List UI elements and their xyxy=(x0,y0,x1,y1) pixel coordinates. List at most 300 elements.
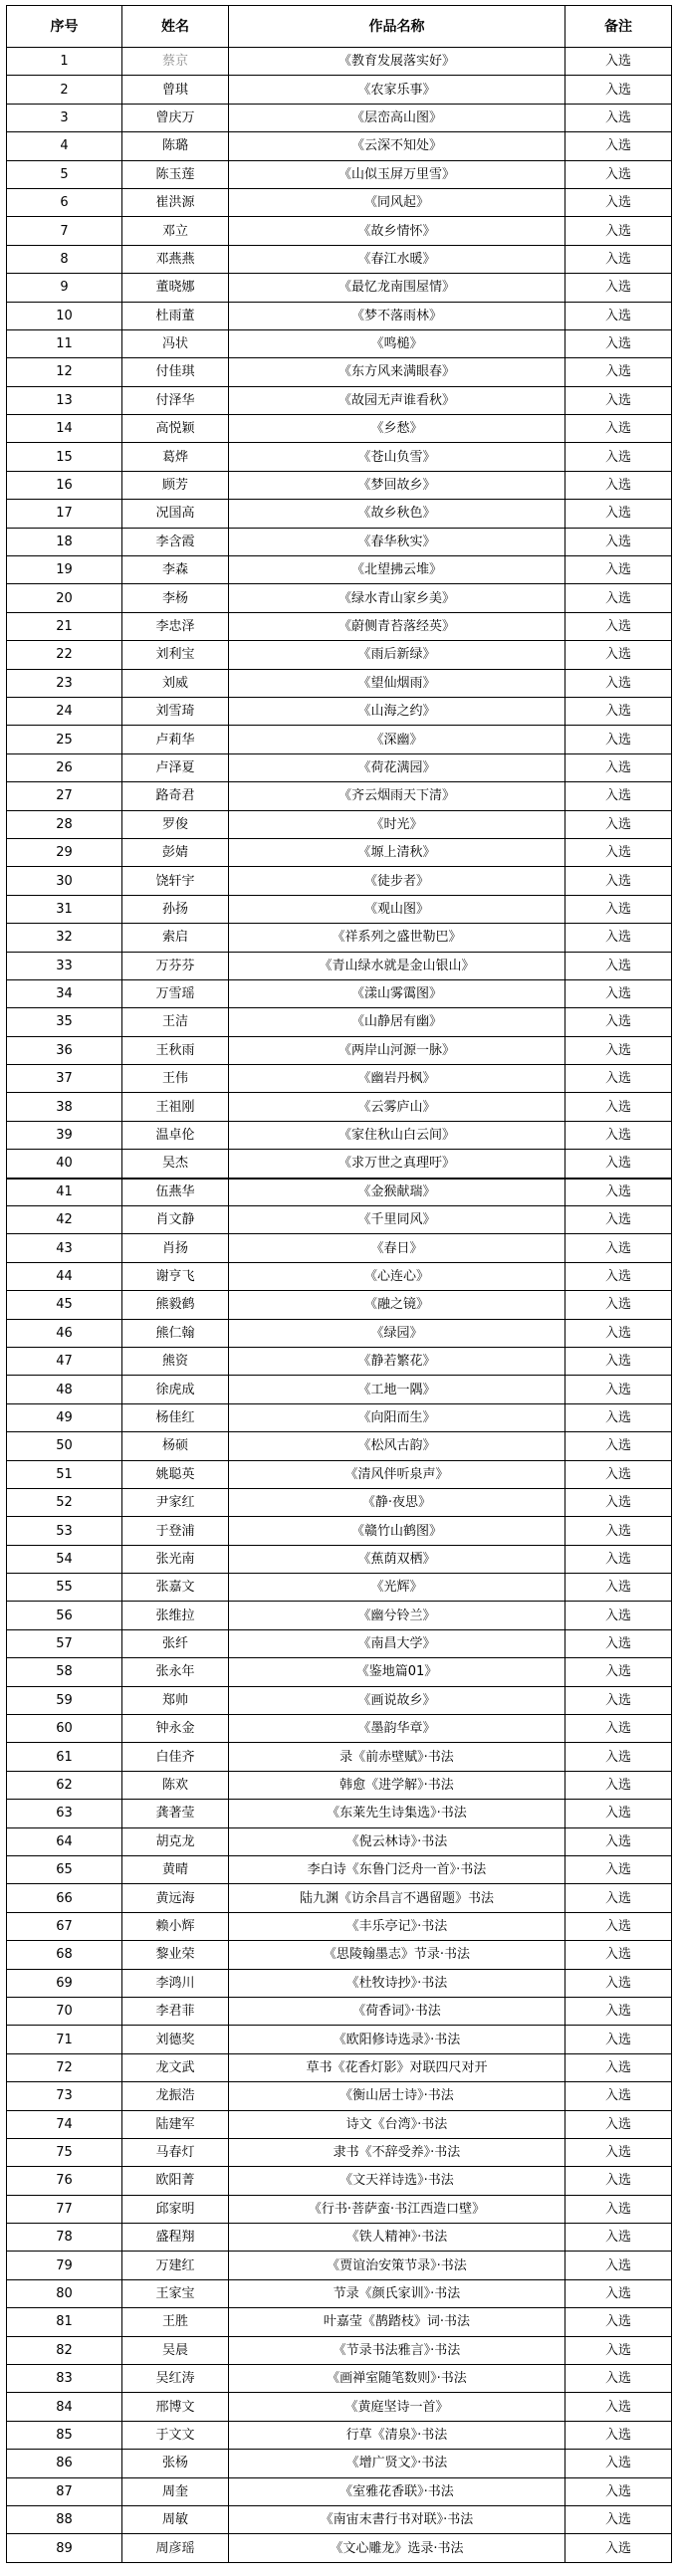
name-cell: 陈璐 xyxy=(122,132,229,160)
index-cell: 19 xyxy=(7,556,122,584)
work-title-cell: 录《前赤壁赋》·书法 xyxy=(229,1743,565,1771)
index-cell: 41 xyxy=(7,1179,122,1206)
name-cell: 张嘉文 xyxy=(122,1574,229,1602)
name-cell: 付泽华 xyxy=(122,387,229,415)
index-cell: 84 xyxy=(7,2393,122,2421)
name-cell: 于登浦 xyxy=(122,1517,229,1545)
table-row xyxy=(7,2422,672,2450)
name-cell: 胡克龙 xyxy=(122,1828,229,1856)
table-row xyxy=(7,2139,672,2167)
name-cell: 蔡京 xyxy=(122,48,229,76)
name-cell: 高悦颖 xyxy=(122,415,229,443)
name-cell: 顾芳 xyxy=(122,472,229,500)
name-cell: 刘雪琦 xyxy=(122,698,229,726)
name-cell: 陈玉莲 xyxy=(122,161,229,189)
note-cell: 入选 xyxy=(565,1828,672,1856)
table-row xyxy=(7,2054,672,2082)
work-title-cell: 《梦回故乡》 xyxy=(229,472,565,500)
table-row xyxy=(7,641,672,669)
index-cell: 13 xyxy=(7,387,122,415)
name-cell: 万建红 xyxy=(122,2252,229,2279)
name-cell: 温卓伦 xyxy=(122,1122,229,1150)
table-row xyxy=(7,48,672,76)
index-cell: 30 xyxy=(7,867,122,895)
note-cell: 入选 xyxy=(565,500,672,528)
name-cell: 刘利宝 xyxy=(122,641,229,669)
table-row xyxy=(7,811,672,839)
name-cell: 李含霞 xyxy=(122,529,229,556)
table-body xyxy=(7,48,672,2563)
table-row xyxy=(7,161,672,189)
note-cell: 入选 xyxy=(565,2280,672,2308)
note-cell: 入选 xyxy=(565,1546,672,1574)
work-title-cell: 《山似玉屏万里雪》 xyxy=(229,161,565,189)
table-row xyxy=(7,2082,672,2110)
name-cell: 龙振浩 xyxy=(122,2082,229,2110)
note-cell: 入选 xyxy=(565,839,672,867)
work-title-cell: 《铁人精神》·书法 xyxy=(229,2224,565,2252)
index-cell: 65 xyxy=(7,1856,122,1884)
note-cell: 入选 xyxy=(565,1461,672,1489)
name-cell: 吴杰 xyxy=(122,1150,229,1178)
name-cell: 盛程翔 xyxy=(122,2224,229,2252)
name-cell: 陈欢 xyxy=(122,1772,229,1800)
note-cell: 入选 xyxy=(565,2422,672,2450)
work-title-cell: 《两岸山河源一脉》 xyxy=(229,1037,565,1065)
work-title-cell: 《求万世之真理吁》 xyxy=(229,1150,565,1178)
index-cell: 29 xyxy=(7,839,122,867)
index-cell: 64 xyxy=(7,1828,122,1856)
note-cell: 入选 xyxy=(565,613,672,641)
name-cell: 崔洪源 xyxy=(122,189,229,217)
name-cell: 赖小辉 xyxy=(122,1913,229,1941)
index-cell: 43 xyxy=(7,1234,122,1262)
index-cell: 71 xyxy=(7,2026,122,2053)
table-row xyxy=(7,980,672,1008)
work-title-cell: 《时光》 xyxy=(229,811,565,839)
work-title-cell: 《云雾庐山》 xyxy=(229,1093,565,1121)
index-cell: 54 xyxy=(7,1546,122,1574)
name-cell: 董晓娜 xyxy=(122,274,229,302)
table-row xyxy=(7,754,672,782)
work-title-cell: 《雨后新绿》 xyxy=(229,641,565,669)
work-title-cell: 《教育发展落实好》 xyxy=(229,48,565,76)
work-title-cell: 《农家乐事》 xyxy=(229,76,565,104)
work-title-cell: 《融之镜》 xyxy=(229,1291,565,1319)
note-cell: 入选 xyxy=(565,2082,672,2110)
index-cell: 10 xyxy=(7,303,122,330)
table-row xyxy=(7,1489,672,1517)
index-cell: 40 xyxy=(7,1150,122,1178)
table-row xyxy=(7,613,672,641)
index-cell: 72 xyxy=(7,2054,122,2082)
table-row xyxy=(7,2393,672,2421)
index-cell: 68 xyxy=(7,1941,122,1969)
index-cell: 79 xyxy=(7,2252,122,2279)
work-title-cell: 《梦不落雨林》 xyxy=(229,303,565,330)
work-title-cell: 《南昌大学》 xyxy=(229,1630,565,1658)
name-cell: 彭婧 xyxy=(122,839,229,867)
note-cell: 入选 xyxy=(565,2054,672,2082)
note-cell: 入选 xyxy=(565,1234,672,1262)
note-cell: 入选 xyxy=(565,1941,672,1969)
note-cell: 入选 xyxy=(565,896,672,924)
note-cell: 入选 xyxy=(565,584,672,612)
index-cell: 24 xyxy=(7,698,122,726)
table-row xyxy=(7,1179,672,1206)
note-cell: 入选 xyxy=(565,2337,672,2365)
note-cell: 入选 xyxy=(565,1517,672,1545)
index-cell: 28 xyxy=(7,811,122,839)
name-cell: 李鸿川 xyxy=(122,1970,229,1998)
index-cell: 61 xyxy=(7,1743,122,1771)
name-cell: 白佳齐 xyxy=(122,1743,229,1771)
name-cell: 张光南 xyxy=(122,1546,229,1574)
table-row xyxy=(7,2308,672,2336)
name-cell: 熊仁翰 xyxy=(122,1320,229,1348)
name-cell: 付佳琪 xyxy=(122,358,229,386)
note-cell: 入选 xyxy=(565,1772,672,1800)
table-row xyxy=(7,2478,672,2506)
work-title-cell: 《赣竹山鹤图》 xyxy=(229,1517,565,1545)
index-cell: 15 xyxy=(7,443,122,471)
note-cell: 入选 xyxy=(565,811,672,839)
note-cell: 入选 xyxy=(565,2506,672,2534)
table-row xyxy=(7,274,672,302)
index-cell: 58 xyxy=(7,1658,122,1686)
note-cell: 入选 xyxy=(565,274,672,302)
note-cell: 入选 xyxy=(565,1687,672,1715)
note-cell: 入选 xyxy=(565,2026,672,2053)
table-row xyxy=(7,443,672,471)
table-row xyxy=(7,1800,672,1827)
work-title-cell: 《山静居有幽》 xyxy=(229,1008,565,1036)
work-title-cell: 《欧阳修诗选录》·书法 xyxy=(229,2026,565,2053)
index-cell: 67 xyxy=(7,1913,122,1941)
work-title-cell: 《家住秋山白云间》 xyxy=(229,1122,565,1150)
note-cell: 入选 xyxy=(565,1998,672,2026)
work-title-cell: 《故乡情怀》 xyxy=(229,217,565,245)
note-cell: 入选 xyxy=(565,2224,672,2252)
note-cell: 入选 xyxy=(565,1715,672,1743)
work-title-cell: 《鸣槌》 xyxy=(229,330,565,358)
index-cell: 18 xyxy=(7,529,122,556)
table-row xyxy=(7,556,672,584)
index-cell: 51 xyxy=(7,1461,122,1489)
name-cell: 邢博文 xyxy=(122,2393,229,2421)
note-cell: 入选 xyxy=(565,1320,672,1348)
note-cell: 入选 xyxy=(565,1093,672,1121)
note-cell: 入选 xyxy=(565,443,672,471)
work-title-cell: 韩愈《进学解》·书法 xyxy=(229,1772,565,1800)
table-row xyxy=(7,2224,672,2252)
name-cell: 卢泽夏 xyxy=(122,754,229,782)
index-cell: 88 xyxy=(7,2506,122,2534)
index-cell: 62 xyxy=(7,1772,122,1800)
index-cell: 87 xyxy=(7,2478,122,2506)
table-row xyxy=(7,839,672,867)
work-title-cell: 《松风古韵》 xyxy=(229,1432,565,1460)
note-cell: 入选 xyxy=(565,1376,672,1403)
index-cell: 73 xyxy=(7,2082,122,2110)
work-title-cell: 《漾山雾霭图》 xyxy=(229,980,565,1008)
index-cell: 3 xyxy=(7,105,122,132)
work-title-cell: 《春江水暖》 xyxy=(229,246,565,274)
work-title-cell: 《云深不知处》 xyxy=(229,132,565,160)
table-row xyxy=(7,1517,672,1545)
table-row xyxy=(7,1206,672,1234)
note-cell: 入选 xyxy=(565,2450,672,2477)
index-cell: 44 xyxy=(7,1263,122,1291)
table-row xyxy=(7,303,672,330)
table-row xyxy=(7,2506,672,2534)
work-title-cell: 《苍山负雪》 xyxy=(229,443,565,471)
work-title-cell: 《乡愁》 xyxy=(229,415,565,443)
index-cell: 45 xyxy=(7,1291,122,1319)
note-cell: 入选 xyxy=(565,867,672,895)
note-cell: 入选 xyxy=(565,1179,672,1206)
note-cell: 入选 xyxy=(565,1800,672,1827)
note-cell: 入选 xyxy=(565,1630,672,1658)
index-cell: 49 xyxy=(7,1404,122,1432)
name-cell: 肖文静 xyxy=(122,1206,229,1234)
index-cell: 39 xyxy=(7,1122,122,1150)
note-cell: 入选 xyxy=(565,556,672,584)
work-title-cell: 《北望拂云堆》 xyxy=(229,556,565,584)
table-row xyxy=(7,189,672,217)
header-work-title: 作品名称 xyxy=(229,6,565,48)
table-row xyxy=(7,2337,672,2365)
name-cell: 龚著莹 xyxy=(122,1800,229,1827)
table-row xyxy=(7,358,672,386)
work-title-cell: 《青山绿水就是金山银山》 xyxy=(229,953,565,980)
work-title-cell: 《南宙末書行书对联》·书法 xyxy=(229,2506,565,2534)
table-row xyxy=(7,1065,672,1093)
index-cell: 48 xyxy=(7,1376,122,1403)
note-cell: 入选 xyxy=(565,726,672,753)
name-cell: 黄晴 xyxy=(122,1856,229,1884)
work-title-cell: 《春华秋实》 xyxy=(229,529,565,556)
name-cell: 王秋雨 xyxy=(122,1037,229,1065)
index-cell: 50 xyxy=(7,1432,122,1460)
index-cell: 36 xyxy=(7,1037,122,1065)
header-name: 姓名 xyxy=(122,6,229,48)
note-cell: 入选 xyxy=(565,2365,672,2393)
name-cell: 张纤 xyxy=(122,1630,229,1658)
work-title-cell: 《山海之约》 xyxy=(229,698,565,726)
selection-results-table xyxy=(6,5,672,2563)
work-title-cell: 《向阳而生》 xyxy=(229,1404,565,1432)
note-cell: 入选 xyxy=(565,980,672,1008)
work-title-cell: 《文心雕龙》选录·书法 xyxy=(229,2534,565,2562)
table-row xyxy=(7,1998,672,2026)
table-row xyxy=(7,1630,672,1658)
note-cell: 入选 xyxy=(565,1970,672,1998)
table-row xyxy=(7,726,672,753)
note-cell: 入选 xyxy=(565,1884,672,1912)
work-title-cell: 《层峦高山图》 xyxy=(229,105,565,132)
index-cell: 4 xyxy=(7,132,122,160)
work-title-cell: 《清风伴听泉声》 xyxy=(229,1461,565,1489)
table-row xyxy=(7,1772,672,1800)
table-row xyxy=(7,670,672,698)
table-row xyxy=(7,953,672,980)
index-cell: 82 xyxy=(7,2337,122,2365)
name-cell: 王胜 xyxy=(122,2308,229,2336)
name-cell: 周奎 xyxy=(122,2478,229,2506)
table-row xyxy=(7,896,672,924)
name-cell: 邓立 xyxy=(122,217,229,245)
table-row xyxy=(7,529,672,556)
work-title-cell: 《鉴地篇01》 xyxy=(229,1658,565,1686)
table-row xyxy=(7,1432,672,1460)
table-row xyxy=(7,1970,672,1998)
note-cell: 入选 xyxy=(565,2478,672,2506)
table-row xyxy=(7,1037,672,1065)
note-cell: 入选 xyxy=(565,2167,672,2195)
table-row xyxy=(7,132,672,160)
index-cell: 85 xyxy=(7,2422,122,2450)
work-title-cell: 《工地一隅》 xyxy=(229,1376,565,1403)
name-cell: 马春灯 xyxy=(122,2139,229,2167)
name-cell: 徐虎成 xyxy=(122,1376,229,1403)
note-cell: 入选 xyxy=(565,2111,672,2139)
table-row xyxy=(7,1602,672,1629)
name-cell: 张杨 xyxy=(122,2450,229,2477)
work-title-cell: 《静·夜思》 xyxy=(229,1489,565,1517)
name-cell: 路奇君 xyxy=(122,782,229,810)
table-row xyxy=(7,1263,672,1291)
table-row xyxy=(7,2111,672,2139)
name-cell: 李森 xyxy=(122,556,229,584)
index-cell: 2 xyxy=(7,76,122,104)
table-row xyxy=(7,246,672,274)
name-cell: 于文文 xyxy=(122,2422,229,2450)
table-row xyxy=(7,1687,672,1715)
index-cell: 63 xyxy=(7,1800,122,1827)
table-row xyxy=(7,584,672,612)
table-row xyxy=(7,782,672,810)
index-cell: 78 xyxy=(7,2224,122,2252)
note-cell: 入选 xyxy=(565,189,672,217)
note-cell: 入选 xyxy=(565,76,672,104)
name-cell: 熊毅鹤 xyxy=(122,1291,229,1319)
name-cell: 吴晨 xyxy=(122,2337,229,2365)
name-cell: 姚聪英 xyxy=(122,1461,229,1489)
table-row xyxy=(7,1320,672,1348)
work-title-cell: 《节录书法雅言》·书法 xyxy=(229,2337,565,2365)
work-title-cell: 《行书·菩萨蛮·书江西造口壁》 xyxy=(229,2196,565,2224)
table-row xyxy=(7,330,672,358)
index-cell: 81 xyxy=(7,2308,122,2336)
table-row xyxy=(7,1093,672,1121)
table-row xyxy=(7,2534,672,2562)
work-title-cell: 《千里同风》 xyxy=(229,1206,565,1234)
index-cell: 89 xyxy=(7,2534,122,2562)
name-cell: 刘威 xyxy=(122,670,229,698)
index-cell: 9 xyxy=(7,274,122,302)
name-cell: 王洁 xyxy=(122,1008,229,1036)
index-cell: 57 xyxy=(7,1630,122,1658)
note-cell: 入选 xyxy=(565,1743,672,1771)
work-title-cell: 节录《颜氏家训》·书法 xyxy=(229,2280,565,2308)
note-cell: 入选 xyxy=(565,246,672,274)
index-cell: 1 xyxy=(7,48,122,76)
table-row xyxy=(7,76,672,104)
index-cell: 56 xyxy=(7,1602,122,1629)
work-title-cell: 《故园无声谁看秋》 xyxy=(229,387,565,415)
index-cell: 26 xyxy=(7,754,122,782)
work-title-cell: 《故乡秋色》 xyxy=(229,500,565,528)
index-cell: 75 xyxy=(7,2139,122,2167)
work-title-cell: 《黄庭坚诗一首》 xyxy=(229,2393,565,2421)
name-cell: 熊资 xyxy=(122,1348,229,1376)
work-title-cell: 隶书《不辞受养》·书法 xyxy=(229,2139,565,2167)
index-cell: 14 xyxy=(7,415,122,443)
index-cell: 6 xyxy=(7,189,122,217)
note-cell: 入选 xyxy=(565,415,672,443)
index-cell: 46 xyxy=(7,1320,122,1348)
table-row xyxy=(7,1546,672,1574)
index-cell: 76 xyxy=(7,2167,122,2195)
table-row xyxy=(7,2280,672,2308)
note-cell: 入选 xyxy=(565,1206,672,1234)
index-cell: 17 xyxy=(7,500,122,528)
note-cell: 入选 xyxy=(565,1658,672,1686)
work-title-cell: 《光辉》 xyxy=(229,1574,565,1602)
index-cell: 12 xyxy=(7,358,122,386)
index-cell: 74 xyxy=(7,2111,122,2139)
index-cell: 47 xyxy=(7,1348,122,1376)
table-row xyxy=(7,1913,672,1941)
note-cell: 入选 xyxy=(565,1574,672,1602)
table-row xyxy=(7,2450,672,2477)
work-title-cell: 《观山图》 xyxy=(229,896,565,924)
work-title-cell: 行草《清泉》·书法 xyxy=(229,2422,565,2450)
index-cell: 27 xyxy=(7,782,122,810)
note-cell: 入选 xyxy=(565,1602,672,1629)
table-row xyxy=(7,1008,672,1036)
table-row xyxy=(7,1234,672,1262)
note-cell: 入选 xyxy=(565,1037,672,1065)
index-cell: 69 xyxy=(7,1970,122,1998)
table-row xyxy=(7,105,672,132)
note-cell: 入选 xyxy=(565,1065,672,1093)
index-cell: 66 xyxy=(7,1884,122,1912)
name-cell: 卢莉华 xyxy=(122,726,229,753)
work-title-cell: 草书《花香灯影》对联四尺对开 xyxy=(229,2054,565,2082)
note-cell: 入选 xyxy=(565,924,672,952)
index-cell: 23 xyxy=(7,670,122,698)
note-cell: 入选 xyxy=(565,1008,672,1036)
work-title-cell: 《幽兮铃兰》 xyxy=(229,1602,565,1629)
work-title-cell: 《绿水青山家乡美》 xyxy=(229,584,565,612)
name-cell: 周彦瑶 xyxy=(122,2534,229,2562)
note-cell: 入选 xyxy=(565,1291,672,1319)
table-row xyxy=(7,387,672,415)
index-cell: 11 xyxy=(7,330,122,358)
work-title-cell: 《杜牧诗抄》·书法 xyxy=(229,1970,565,1998)
work-title-cell: 《徒步者》 xyxy=(229,867,565,895)
work-title-cell: 《衡山居士诗》·书法 xyxy=(229,2082,565,2110)
work-title-cell: 李白诗《东鲁门泛舟一首》·书法 xyxy=(229,1856,565,1884)
index-cell: 37 xyxy=(7,1065,122,1093)
index-cell: 32 xyxy=(7,924,122,952)
index-cell: 8 xyxy=(7,246,122,274)
table-row xyxy=(7,1828,672,1856)
note-cell: 入选 xyxy=(565,105,672,132)
table-row xyxy=(7,472,672,500)
